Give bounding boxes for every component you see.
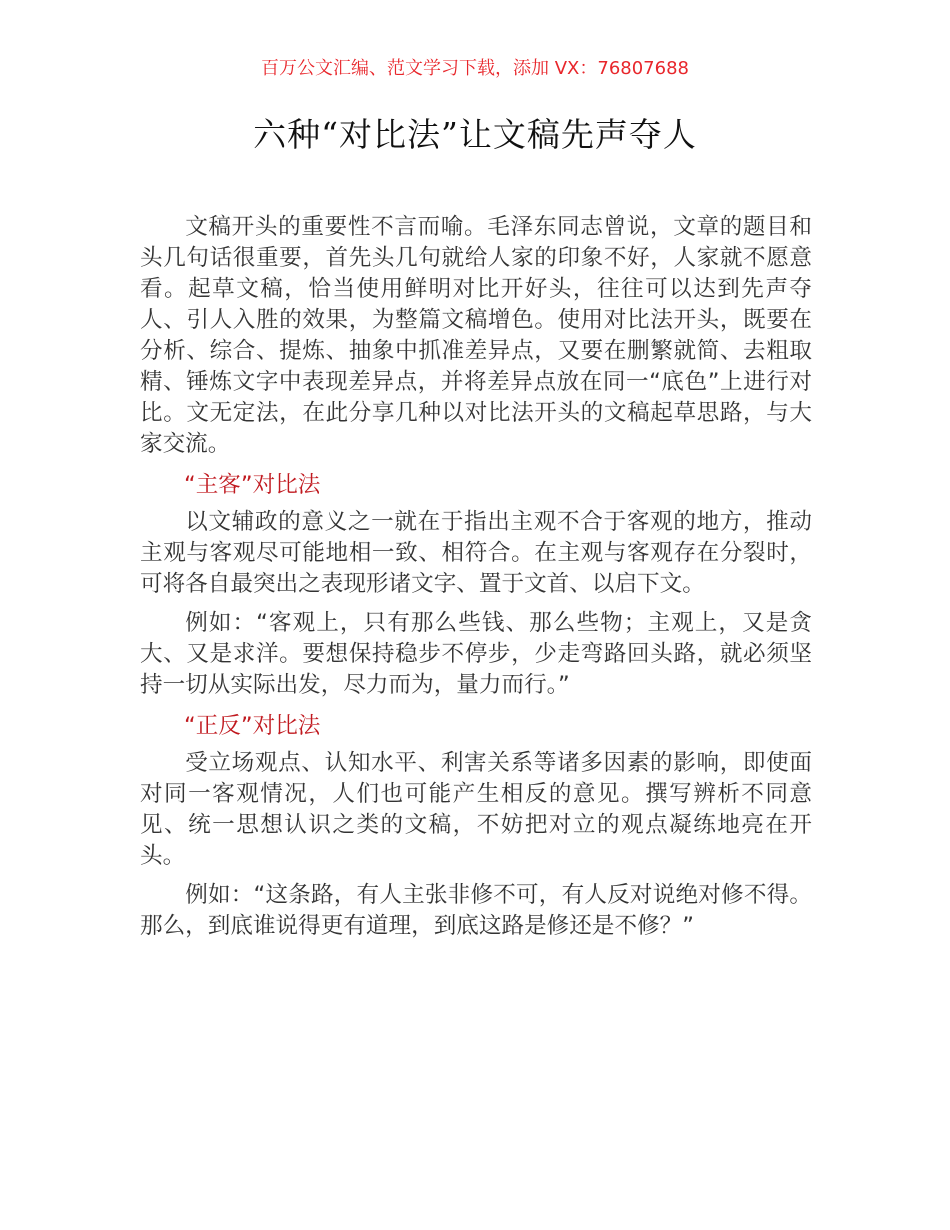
example-paragraph: 例如：“这条路，有人主张非修不可，有人反对说绝对修不得。那么，到底谁说得更有道理，到底这路是修还是不修？”: [140, 882, 812, 939]
example-paragraph: 例如：“客观上，只有那么些钱、那么些物；主观上，又是贪大、又是求洋。要想保持稳步不停步，少走弯路回头路，就必须坚持一切从实际出发，尽力而为，量力而行。”: [140, 610, 812, 698]
section-paragraph: 受立场观点、认知水平、利害关系等诸多因素的影响，即使面对同一客观情况，人们也可能产生相反的意见。撰写辨析不同意见、统一思想认识之类的文稿，不妨把对立的观点凝练地亮在开头。: [140, 750, 812, 869]
section-heading-subject-object: “主客”对比法: [184, 472, 321, 498]
promo-banner: 百万公文汇编、范文学习下载，添加 VX：76807688: [261, 58, 689, 79]
section-paragraph: 以文辅政的意义之一就在于指出主观不合于客观的地方，推动主观与客观尽可能地相一致、相符合。在主观与客观存在分裂时，可将各自最突出之表现形诸文字、置于文首、以启下文。: [140, 509, 812, 597]
page-title: 六种“对比法”让文稿先声夺人: [253, 115, 697, 154]
section-heading-pro-con: “正反”对比法: [184, 713, 321, 739]
intro-paragraph: 文稿开头的重要性不言而喻。毛泽东同志曾说，文章的题目和头几句话很重要，首先头几句就给人家的印象不好，人家就不愿意看。起草文稿，恰当使用鲜明对比开好头，往往可以达到先声夺人、引人入胜的效果，为整篇文稿增色。使用对比法开头，既要在分析、综合、提炼、抽象中抓准差异点，又要在删繁就简、去粗取精、锤炼文字中表现差异点，并将差异点放在同一“底色”上进行对比。文无定法，在此分享几种以对比法开头的文稿起草思路，与大家交流。: [140, 214, 812, 457]
article-body: [140, 212, 812, 942]
